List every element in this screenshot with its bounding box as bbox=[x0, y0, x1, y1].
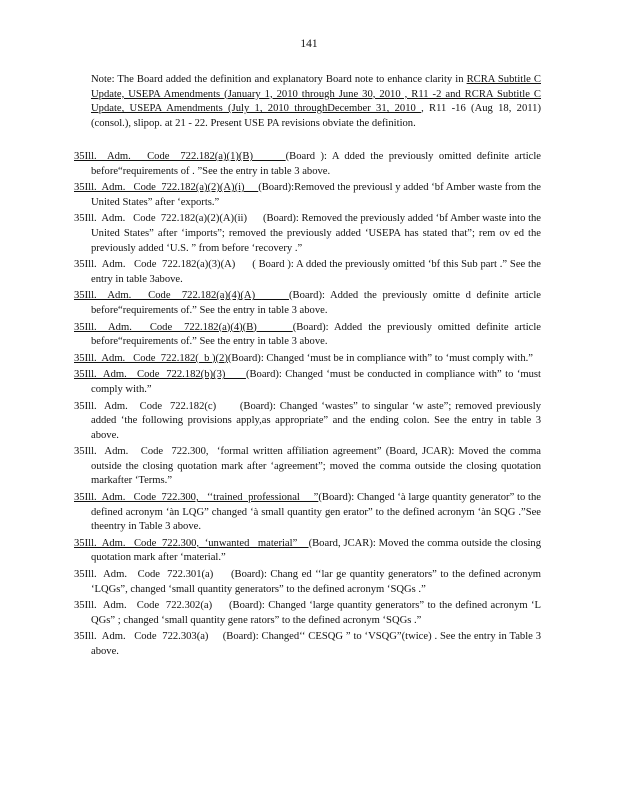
list-item bbox=[74, 150, 541, 179]
list-item bbox=[74, 321, 541, 350]
entry-text: (Board, JCAR): Moved the comma outside the closing quotation mark after ‘material.” bbox=[91, 537, 542, 564]
list-item bbox=[74, 212, 541, 256]
list-item bbox=[74, 400, 541, 444]
citation: 35Ill. Adm. Code 722.182(a)(1)(B) bbox=[74, 151, 286, 162]
page-number: 141 bbox=[300, 38, 318, 50]
list-item bbox=[74, 289, 541, 318]
note-text: Note: The Board added the definition and explanatory Board note to enhance clarity in bbox=[91, 74, 467, 85]
citation: 35Ill. Adm. Code 722.303(a) bbox=[74, 631, 223, 643]
entry-text: (Board): Changed ‘large quantity generators” to the defined acronym ‘L QGs” ; changed ‘small quantity gene rators” to the defined acronym ‘SQGs .” bbox=[91, 600, 541, 626]
list-item bbox=[74, 445, 541, 489]
entry-list bbox=[74, 150, 541, 662]
list-item bbox=[74, 368, 541, 397]
citation: 35Ill. Adm. Code 722.182(c) bbox=[74, 400, 240, 412]
list-item bbox=[74, 181, 541, 210]
entry-text: (Board): Changed‘‘ CESQG ” to ‘VSQG”(twice) . See the entry in Table 3 above. bbox=[91, 631, 541, 657]
entry-text: ( Board ): A dded the previously omitted ‘bf this Sub part .” See the entry in table 3above. bbox=[91, 259, 541, 285]
list-item bbox=[74, 491, 541, 535]
entry-text: ‘formal written affiliation agreement” (Board, JCAR): Moved the comma outside the closing quotation mark after ‘agreement”; moved the comma outside the closing quotation markafter ‘Terms.” bbox=[91, 446, 541, 487]
list-item bbox=[74, 630, 541, 659]
rcra-amendments-link[interactable]: RCRA Subtitle C Update, USEPA Amendments (January 1, 2010 through June 30, 2010 , R11 -2 and RCRA Subtitle C Update, USEPA Amendments (July 1, 2010 throughDecember 31, 2010 bbox=[91, 74, 541, 115]
citation: 35Ill. Adm. Code 722.302(a) bbox=[74, 600, 229, 612]
entry-text: (Board): Removed the previously added ‘bf Amber waste into the United States” after ‘imports”; removed the previously added ‘USEPA has stated that”; rem ov ed the previously added ‘U.S. ” from before ‘recovery .” bbox=[91, 213, 542, 254]
entry-text: (Board): Changed ‘wastes” to singular ‘w aste”; removed previously added ‘the following provisions apply,as appropriate” and the ending colon. See the entry in table 3 above. bbox=[91, 400, 542, 441]
citation: 35Ill. Adm. Code 722.182(a)(2)(A)(i) bbox=[74, 182, 259, 194]
entry-text: (Board): Changed ‘à large quantity generator” to the defined acronym ‘àn LQG” changed ‘à small quantity gen erator” to the defined acronym ‘àn SQG .”See theentry in Table 3 above. bbox=[91, 492, 541, 533]
citation: 35Ill. Adm. Code 722.182(a)(2)(A)(ii) bbox=[74, 213, 263, 225]
board-note bbox=[91, 73, 541, 131]
citation: 35Ill. Adm. Code 722.300, ‘unwanted material” bbox=[74, 537, 309, 549]
entry-text: (Board ): A dded the previously omitted definite article before“requirements of . ”See the entry in table 3 above. bbox=[91, 151, 541, 177]
entry-text: (Board): Added the previously omitte d definite article before“requirements of.” See the entry in table 3 above. bbox=[91, 290, 542, 316]
citation: 35Ill. Adm. Code 722.300, bbox=[74, 446, 217, 458]
list-item bbox=[74, 568, 541, 597]
entry-text: (Board): Added the previously omitted definite article before“requirements of.” See the entry in table 3 above. bbox=[91, 321, 541, 348]
entry-text: (Board): Changed ‘must be in compliance with” to ‘must comply with.” bbox=[227, 352, 533, 364]
citation: 35Ill. Adm. Code 722.182(a)(4)(A) bbox=[74, 290, 290, 302]
list-item bbox=[74, 599, 541, 628]
list-item bbox=[74, 258, 541, 287]
list-item bbox=[74, 537, 541, 566]
list-item bbox=[74, 352, 541, 367]
note-text-continued: , R11 -16 (Aug 18, 2011) (consol.), slipop. at 21 - 22. Present USE PA revisions obviate the definition. bbox=[91, 103, 541, 129]
citation: 35Ill. Adm. Code 722.182(b)(3) bbox=[74, 369, 246, 381]
entry-text: (Board):Removed the previousl y added ‘bf Amber waste from the United States” after ‘exports.” bbox=[91, 182, 541, 208]
entry-text: (Board): Changed ‘must be conducted in compliance with” to ‘must comply with.” bbox=[91, 369, 541, 395]
citation: 35Ill. Adm. Code 722.301(a) bbox=[74, 569, 231, 581]
entry-text: (Board): Chang ed ‘‘lar ge quantity generators” to the defined acronym ‘LQGs”, changed ‘small quantity generators” to the defined acronym ‘SQGs .” bbox=[91, 569, 541, 595]
citation: 35Ill. Adm. Code 722.182(a)(4)(B) bbox=[74, 321, 293, 333]
citation: 35Ill. Adm. Code 722.182(a)(3)(A) bbox=[74, 259, 253, 271]
citation: 35Ill. Adm. Code 722.182( b )(2) bbox=[74, 352, 228, 364]
citation: 35Ill. Adm. Code 722.300, ‘‘trained professional ” bbox=[74, 492, 319, 504]
